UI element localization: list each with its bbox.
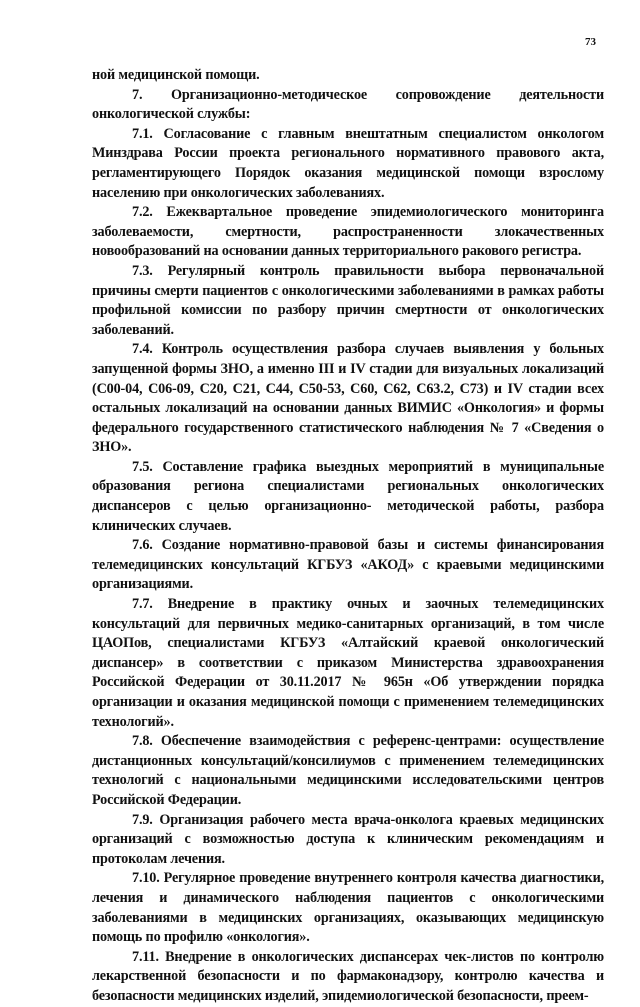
paragraph-7-6: 7.6. Создание нормативно-правовой базы и системы финансирования телемедицинских консультаций КГБУЗ «АКОД» с краевыми медицинскими организациями. — [92, 537, 604, 593]
paragraph-7-2: 7.2. Ежеквартальное проведение эпидемиологического мониторинга заболеваемости, смертности, распространенности злокачественных новообразований на основании данных территориального ракового регистра. — [92, 204, 604, 260]
paragraph-7-4: 7.4. Контроль осуществления разбора случаев выявления у больных запущенной формы ЗНО, а именно III и IV стадии для визуальных локализаций (С00-04, С06-09, С20, С21, С44, С50-53, С60, С62, С63.2, С73) и IV стадии всех остальных локализаций на основании данных ВИМИС «Онкология» и формы федерального государственного статистического наблюдения № 7 «Сведения о ЗНО». — [92, 341, 604, 456]
paragraph-continuation: ной медицинской помощи. — [92, 67, 260, 83]
page-number: 73 — [585, 36, 596, 48]
paragraph-section-7: 7. Организационно-методическое сопровождение деятельности онкологической службы: — [92, 86, 604, 123]
paragraph-7-10: 7.10. Регулярное проведение внутреннего контроля качества диагностики, лечения и динамического наблюдения пациентов с онкологическими заболеваниями в медицинских организациях, оказывающих медицинскую помощь по профилю «онкология». — [92, 870, 604, 946]
paragraph-7-7: 7.7. Внедрение в практику очных и заочных телемедицинских консультаций для первичных медико-санитарных организаций, в том числе ЦАОПов, специалистами КГБУЗ «Алтайский краевой онкологический диспансер» в соответствии с приказом Министерства здравоохранения Российской Федерации от 30.11.2017 № 965н «Об утверждении порядка организации и оказания медицинской помощи с применением телемедицинских технологий». — [92, 596, 604, 730]
paragraph-7-11: 7.11. Внедрение в онкологических диспансерах чек-листов по контролю лекарственной безопасности и по фармаконадзору, контролю качества и безопасности медицинских изделий, эпидемиологической безопасности, преем- — [92, 948, 604, 1004]
paragraph-7-8: 7.8. Обеспечение взаимодействия с референс-центрами: осуществление дистанционных консультаций/консилиумов с применением телемедицинских технологий с национальными медицинскими исследовательскими центров Российской Федерации. — [92, 733, 604, 808]
paragraph-7-9: 7.9. Организация рабочего места врача-онколога краевых медицинских организаций с возможностью доступа к клиническим рекомендациям и протоколам лечения. — [92, 811, 604, 867]
paragraph-7-5: 7.5. Составление графика выездных мероприятий в муниципальные образования региона специалистами региональных онкологических диспансеров с целью организационно- методической работы, разбора клинических случаев. — [92, 458, 604, 534]
paragraph-7-3: 7.3. Регулярный контроль правильности выбора первоначальной причины смерти пациентов с онкологическими заболеваниями в рамках работы профильной комиссии по разбору причин смертности от онкологических заболеваний. — [92, 262, 604, 338]
document-body — [92, 66, 604, 1007]
paragraph-7-1: 7.1. Согласование с главным внештатным специалистом онкологом Минздрава России проекта регионального нормативного правового акта, регламентирующего Порядок оказания медицинской помощи взрослому населению при онкологических заболеваниях. — [92, 125, 604, 201]
